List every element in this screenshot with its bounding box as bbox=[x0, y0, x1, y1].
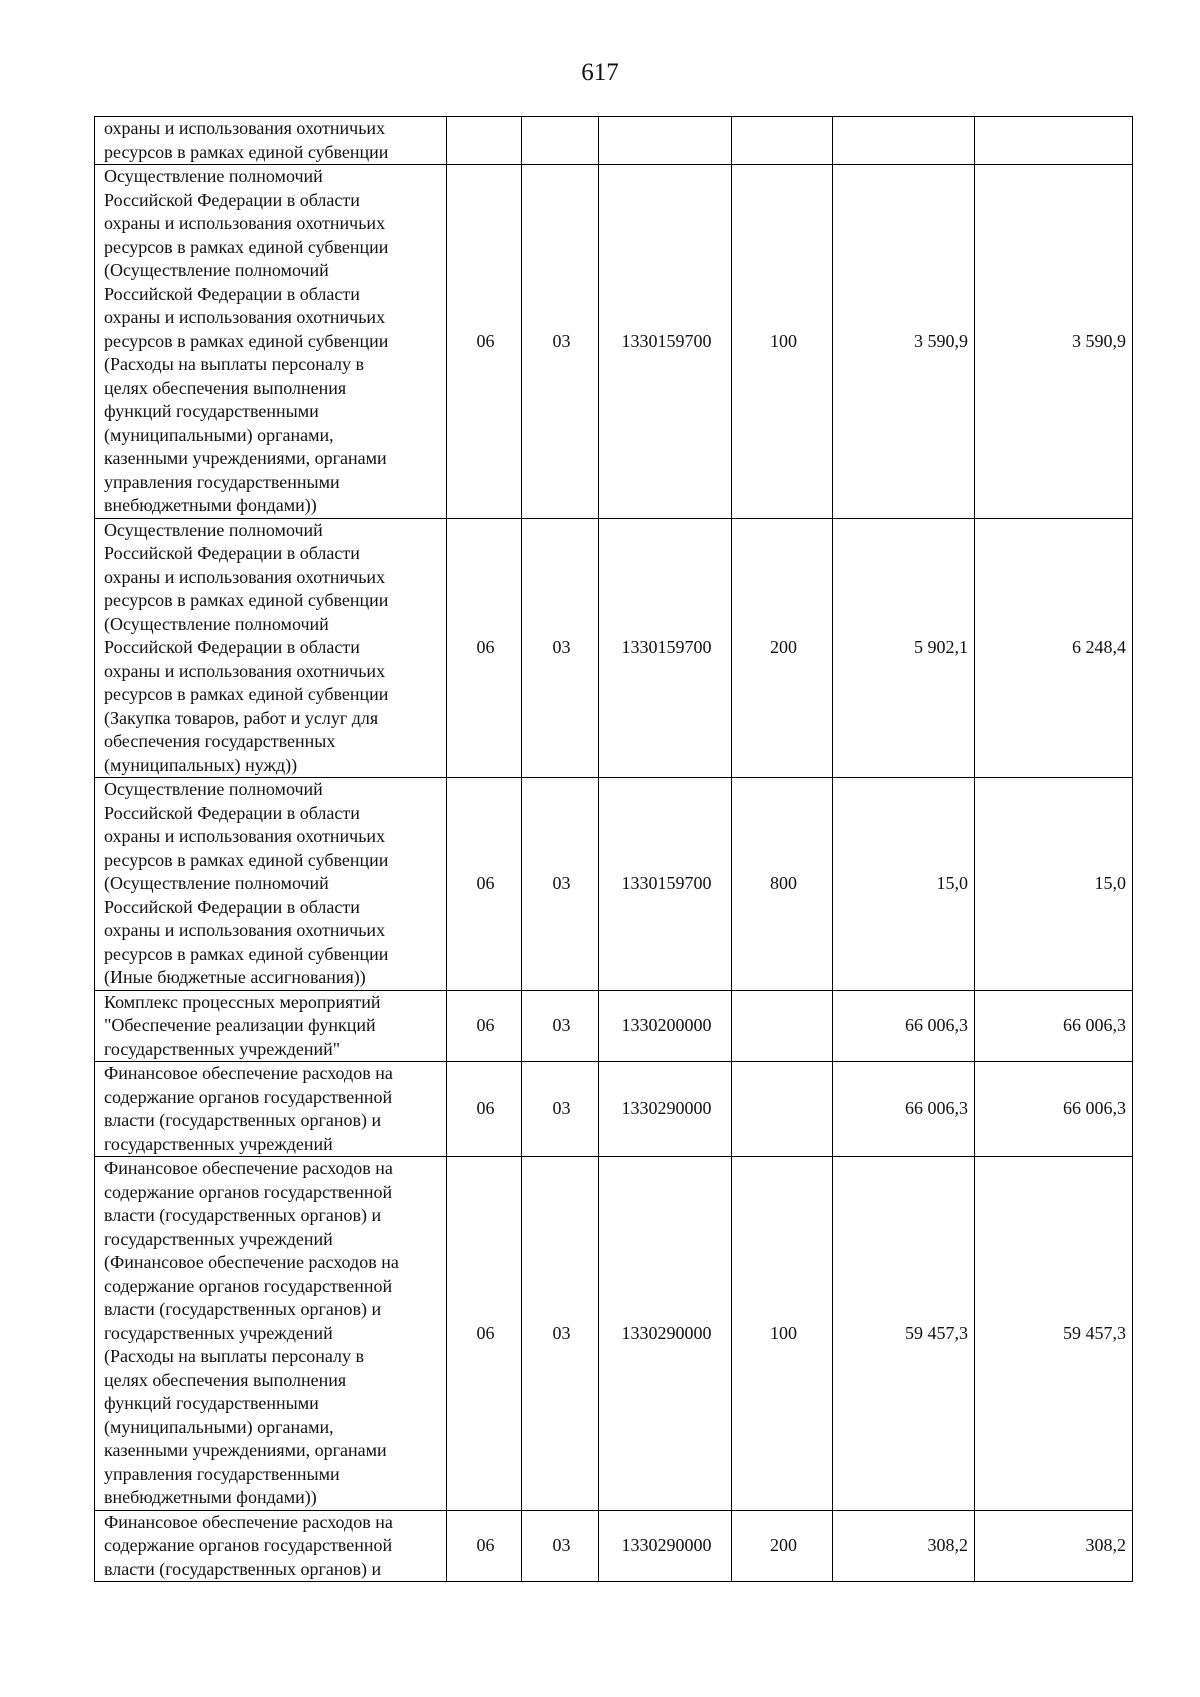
description-line: управления государственными bbox=[104, 471, 340, 492]
section-code-cell: 06 bbox=[447, 990, 522, 1062]
description-line: охраны и использования охотничьих bbox=[104, 118, 386, 138]
target-article-cell: 1330290000 bbox=[599, 1157, 732, 1511]
description-line: Российской Федерации в области bbox=[104, 283, 360, 304]
amount-year-2-cell: 308,2 bbox=[975, 1510, 1133, 1582]
description-line: целях обеспечения выполнения bbox=[104, 1369, 347, 1390]
description-line: ресурсов в рамках единой субвенции bbox=[104, 141, 389, 162]
description-line: (Осуществление полномочий bbox=[104, 260, 329, 280]
target-article-cell bbox=[599, 117, 732, 165]
description-line: охраны и использования охотничьих bbox=[104, 307, 386, 327]
description-line: целях обеспечения выполнения bbox=[104, 377, 347, 398]
description-line: власти (государственных органов) и bbox=[104, 1205, 382, 1225]
budget-table-body bbox=[95, 117, 1133, 1582]
target-article-cell: 1330159700 bbox=[599, 165, 732, 519]
subsection-code-cell bbox=[522, 117, 599, 165]
description-line: охраны и использования охотничьих bbox=[104, 213, 386, 233]
amount-year-2-cell: 3 590,9 bbox=[975, 165, 1133, 519]
description-line: ресурсов в рамках единой субвенции bbox=[104, 849, 389, 870]
description-line: содержание органов государственной bbox=[104, 1086, 393, 1107]
description-line: Осуществление полномочий bbox=[104, 519, 323, 540]
description-line: (Расходы на выплаты персоналу в bbox=[104, 1346, 364, 1366]
amount-year-1-cell: 66 006,3 bbox=[833, 1062, 975, 1157]
description-line: (муниципальных) нужд)) bbox=[104, 754, 298, 775]
expense-type-cell bbox=[732, 1062, 833, 1157]
description-line: (муниципальными) органами, bbox=[104, 424, 334, 445]
expense-type-cell: 200 bbox=[732, 518, 833, 778]
table-row bbox=[95, 165, 1133, 519]
description-cell bbox=[95, 1157, 447, 1511]
description-cell bbox=[95, 990, 447, 1062]
description-line: содержание органов государственной bbox=[104, 1275, 393, 1296]
amount-year-1-cell: 308,2 bbox=[833, 1510, 975, 1582]
amount-year-2-cell: 6 248,4 bbox=[975, 518, 1133, 778]
description-line: власти (государственных органов) и bbox=[104, 1110, 382, 1130]
section-code-cell bbox=[447, 117, 522, 165]
subsection-code-cell: 03 bbox=[522, 1062, 599, 1157]
description-line: охраны и использования охотничьих bbox=[104, 566, 386, 587]
amount-year-2-cell: 15,0 bbox=[975, 778, 1133, 991]
description-line: внебюджетными фондами)) bbox=[104, 495, 317, 515]
table-row bbox=[95, 1157, 1133, 1511]
table-row bbox=[95, 1510, 1133, 1582]
target-article-cell: 1330290000 bbox=[599, 1510, 732, 1582]
description-line: казенными учреждениями, органами bbox=[104, 1440, 387, 1460]
description-line: (Иные бюджетные ассигнования)) bbox=[104, 967, 366, 987]
amount-year-2-cell: 59 457,3 bbox=[975, 1157, 1133, 1511]
amount-year-1-cell: 15,0 bbox=[833, 778, 975, 991]
description-cell bbox=[95, 117, 447, 165]
description-line: ресурсов в рамках единой субвенции bbox=[104, 590, 389, 610]
description-line: "Обеспечение реализации функций bbox=[104, 1015, 376, 1035]
expense-type-cell: 200 bbox=[732, 1510, 833, 1582]
target-article-cell: 1330159700 bbox=[599, 778, 732, 991]
section-code-cell: 06 bbox=[447, 1062, 522, 1157]
table-row bbox=[95, 990, 1133, 1062]
description-line: (Осуществление полномочий bbox=[104, 873, 329, 893]
description-line: функций государственными bbox=[104, 401, 319, 421]
budget-table bbox=[94, 116, 1133, 1582]
target-article-cell: 1330159700 bbox=[599, 518, 732, 778]
subsection-code-cell: 03 bbox=[522, 518, 599, 778]
subsection-code-cell: 03 bbox=[522, 778, 599, 991]
subsection-code-cell: 03 bbox=[522, 165, 599, 519]
section-code-cell: 06 bbox=[447, 778, 522, 991]
description-line: Российской Федерации в области bbox=[104, 543, 360, 563]
description-line: (Закупка товаров, работ и услуг для bbox=[104, 707, 379, 728]
description-line: внебюджетными фондами)) bbox=[104, 1487, 317, 1507]
description-line: функций государственными bbox=[104, 1393, 319, 1413]
description-cell bbox=[95, 1062, 447, 1157]
section-code-cell: 06 bbox=[447, 1510, 522, 1582]
section-code-cell: 06 bbox=[447, 165, 522, 519]
description-line: казенными учреждениями, органами bbox=[104, 448, 387, 468]
description-cell bbox=[95, 778, 447, 991]
description-line: (Осуществление полномочий bbox=[104, 613, 329, 634]
description-line: содержание органов государственной bbox=[104, 1535, 393, 1555]
description-line: Осуществление полномочий bbox=[104, 779, 323, 799]
description-line: государственных учреждений bbox=[104, 1133, 333, 1154]
amount-year-1-cell: 59 457,3 bbox=[833, 1157, 975, 1511]
target-article-cell: 1330200000 bbox=[599, 990, 732, 1062]
description-line: управления государственными bbox=[104, 1463, 340, 1484]
table-row bbox=[95, 518, 1133, 778]
amount-year-1-cell: 5 902,1 bbox=[833, 518, 975, 778]
description-cell bbox=[95, 518, 447, 778]
description-line: Комплекс процессных мероприятий bbox=[104, 991, 381, 1012]
table-row bbox=[95, 778, 1133, 991]
amount-year-1-cell bbox=[833, 117, 975, 165]
amount-year-2-cell bbox=[975, 117, 1133, 165]
description-line: охраны и использования охотничьих bbox=[104, 826, 386, 846]
expense-type-cell: 800 bbox=[732, 778, 833, 991]
target-article-cell: 1330290000 bbox=[599, 1062, 732, 1157]
description-line: государственных учреждений bbox=[104, 1228, 333, 1249]
description-line: Российской Федерации в области bbox=[104, 189, 360, 210]
description-line: охраны и использования охотничьих bbox=[104, 660, 386, 681]
amount-year-1-cell: 3 590,9 bbox=[833, 165, 975, 519]
expense-type-cell: 100 bbox=[732, 1157, 833, 1511]
table-row bbox=[95, 1062, 1133, 1157]
section-code-cell: 06 bbox=[447, 518, 522, 778]
expense-type-cell bbox=[732, 990, 833, 1062]
amount-year-2-cell: 66 006,3 bbox=[975, 1062, 1133, 1157]
description-line: содержание органов государственной bbox=[104, 1181, 393, 1202]
description-line: Российской Федерации в области bbox=[104, 896, 360, 917]
description-line: власти (государственных органов) и bbox=[104, 1558, 382, 1579]
description-line: Финансовое обеспечение расходов на bbox=[104, 1511, 393, 1532]
subsection-code-cell: 03 bbox=[522, 990, 599, 1062]
description-line: государственных учреждений bbox=[104, 1322, 333, 1343]
table-row bbox=[95, 117, 1133, 165]
amount-year-2-cell: 66 006,3 bbox=[975, 990, 1133, 1062]
description-line: Российской Федерации в области bbox=[104, 802, 360, 823]
description-line: ресурсов в рамках единой субвенции bbox=[104, 943, 389, 964]
description-line: Российской Федерации в области bbox=[104, 637, 360, 657]
description-line: охраны и использования охотничьих bbox=[104, 920, 386, 940]
page-number: 617 bbox=[581, 59, 619, 86]
description-line: ресурсов в рамках единой субвенции bbox=[104, 236, 389, 257]
description-line: Осуществление полномочий bbox=[104, 166, 323, 186]
expense-type-cell bbox=[732, 117, 833, 165]
description-line: (Финансовое обеспечение расходов на bbox=[104, 1252, 399, 1272]
description-line: власти (государственных органов) и bbox=[104, 1299, 382, 1319]
description-line: ресурсов в рамках единой субвенции bbox=[104, 330, 389, 351]
description-line: (муниципальными) органами, bbox=[104, 1416, 334, 1437]
description-line: обеспечения государственных bbox=[104, 731, 336, 751]
expense-type-cell: 100 bbox=[732, 165, 833, 519]
amount-year-1-cell: 66 006,3 bbox=[833, 990, 975, 1062]
description-line: Финансовое обеспечение расходов на bbox=[104, 1158, 393, 1178]
subsection-code-cell: 03 bbox=[522, 1510, 599, 1582]
description-cell bbox=[95, 165, 447, 519]
description-line: государственных учреждений" bbox=[104, 1038, 341, 1059]
description-line: ресурсов в рамках единой субвенции bbox=[104, 684, 389, 704]
description-line: (Расходы на выплаты персоналу в bbox=[104, 354, 364, 374]
description-cell bbox=[95, 1510, 447, 1582]
description-line: Финансовое обеспечение расходов на bbox=[104, 1063, 393, 1083]
section-code-cell: 06 bbox=[447, 1157, 522, 1511]
subsection-code-cell: 03 bbox=[522, 1157, 599, 1511]
